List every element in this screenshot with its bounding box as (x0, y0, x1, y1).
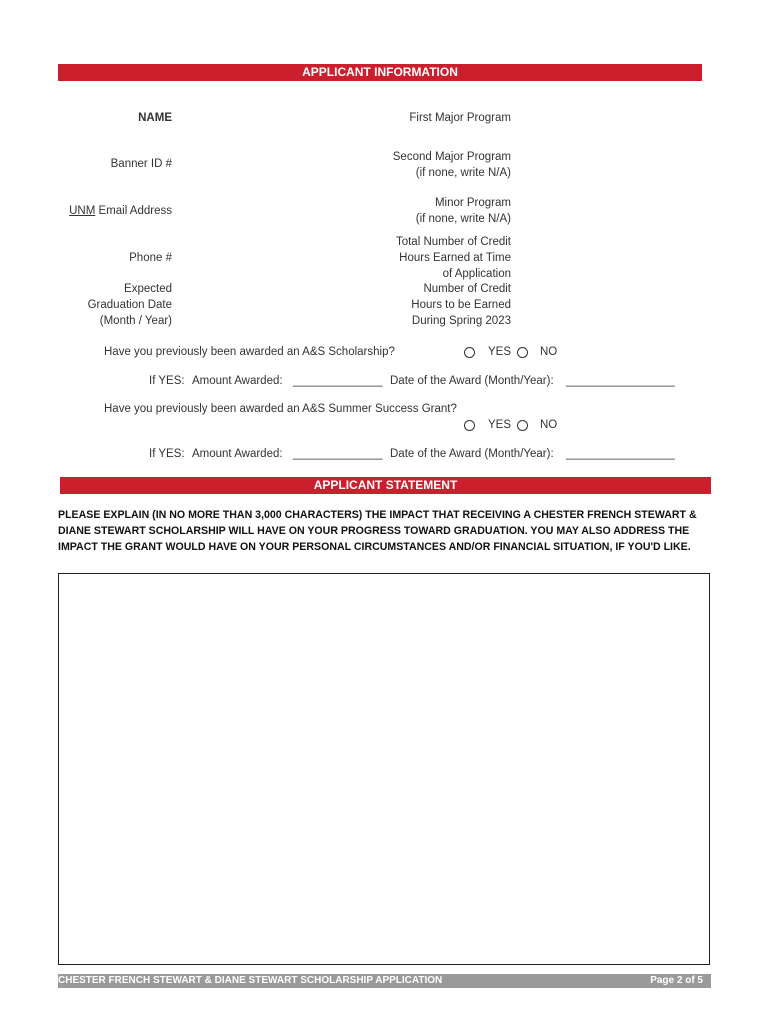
scholarship-date-label: Date of the Award (Month/Year): (390, 375, 554, 387)
grant-no-label: NO (540, 419, 558, 431)
total-credit-line-3: of Application (442, 268, 511, 280)
minor-line-1: Minor Program (434, 197, 511, 209)
graduation-label-line-2: Graduation Date (87, 299, 172, 311)
footer-page-number: Page 2 of 5 (650, 975, 703, 986)
email-label-unm: UNM (69, 205, 96, 217)
email-label-rest: Email Address (95, 205, 172, 217)
scholarship-date-field[interactable]: _________________ (566, 375, 675, 387)
graduation-date-label (60, 281, 172, 329)
scholarship-yes-label: YES (488, 346, 512, 358)
grant-date-field[interactable]: _________________ (566, 448, 675, 460)
minor-line-2: (if none, write N/A) (415, 213, 511, 225)
grant-if-yes-label: If YES: (149, 448, 185, 460)
second-major-label (340, 149, 511, 181)
scholarship-yes-radio[interactable] (464, 347, 475, 358)
scholarship-amount-field[interactable]: ______________ (293, 375, 383, 387)
grant-no-radio[interactable] (517, 420, 528, 431)
grant-amount-field[interactable]: ______________ (293, 448, 383, 460)
grant-yes-radio[interactable] (464, 420, 475, 431)
second-major-line-1: Second Major Program (392, 151, 511, 163)
scholarship-no-label: NO (540, 346, 558, 358)
spring-credit-line-2: Hours to be Earned (411, 299, 511, 311)
minor-program-label (340, 195, 511, 227)
graduation-label-line-1: Expected (124, 283, 172, 295)
spring-credit-line-1: Number of Credit (423, 283, 511, 295)
scholarship-if-yes-label: If YES: (149, 375, 185, 387)
total-credit-hours-label (340, 234, 511, 282)
spring-credit-hours-label (340, 281, 511, 329)
second-major-line-2: (if none, write N/A) (415, 167, 511, 179)
scholarship-no-radio[interactable] (517, 347, 528, 358)
grant-amount-label: Amount Awarded: (192, 448, 283, 460)
statement-instructions: PLEASE EXPLAIN (IN NO MORE THAN 3,000 CHARACTERS) THE IMPACT THAT RECEIVING A CHESTER FRENCH STEWART & DIANE STEWART SCHOLARSHIP WILL HAVE ON YOUR PROGRESS TOWARD GRADUATION. YOU MAY ALSO ADDRESS THE IMPACT THE GRANT WOULD HAVE ON YOUR PERSONAL CIRCUMSTANCES AND/OR FINANCIAL SITUATION, IF YOU'D LIKE. (58, 509, 697, 553)
spring-credit-line-3: During Spring 2023 (411, 315, 511, 327)
scholarship-question: Have you previously been awarded an A&S Scholarship? (104, 346, 395, 358)
scholarship-amount-label: Amount Awarded: (192, 375, 283, 387)
grant-yes-label: YES (488, 419, 512, 431)
statement-text-area[interactable] (58, 573, 710, 965)
applicant-statement-banner: APPLICANT STATEMENT (60, 477, 711, 494)
grant-question: Have you previously been awarded an A&S Summer Success Grant? (104, 403, 457, 415)
graduation-label-line-3: (Month / Year) (99, 315, 172, 327)
applicant-information-banner: APPLICANT INFORMATION (58, 64, 702, 81)
name-label: NAME (138, 112, 172, 124)
footer-title: CHESTER FRENCH STEWART & DIANE STEWART SCHOLARSHIP APPLICATION (58, 975, 443, 986)
total-credit-line-1: Total Number of Credit (395, 236, 511, 248)
email-label (40, 203, 172, 219)
first-major-label: First Major Program (409, 112, 511, 124)
page-footer (58, 974, 711, 988)
banner-id-label: Banner ID # (110, 158, 172, 170)
phone-label: Phone # (129, 252, 172, 264)
total-credit-line-2: Hours Earned at Time (399, 252, 511, 264)
grant-date-label: Date of the Award (Month/Year): (390, 448, 554, 460)
